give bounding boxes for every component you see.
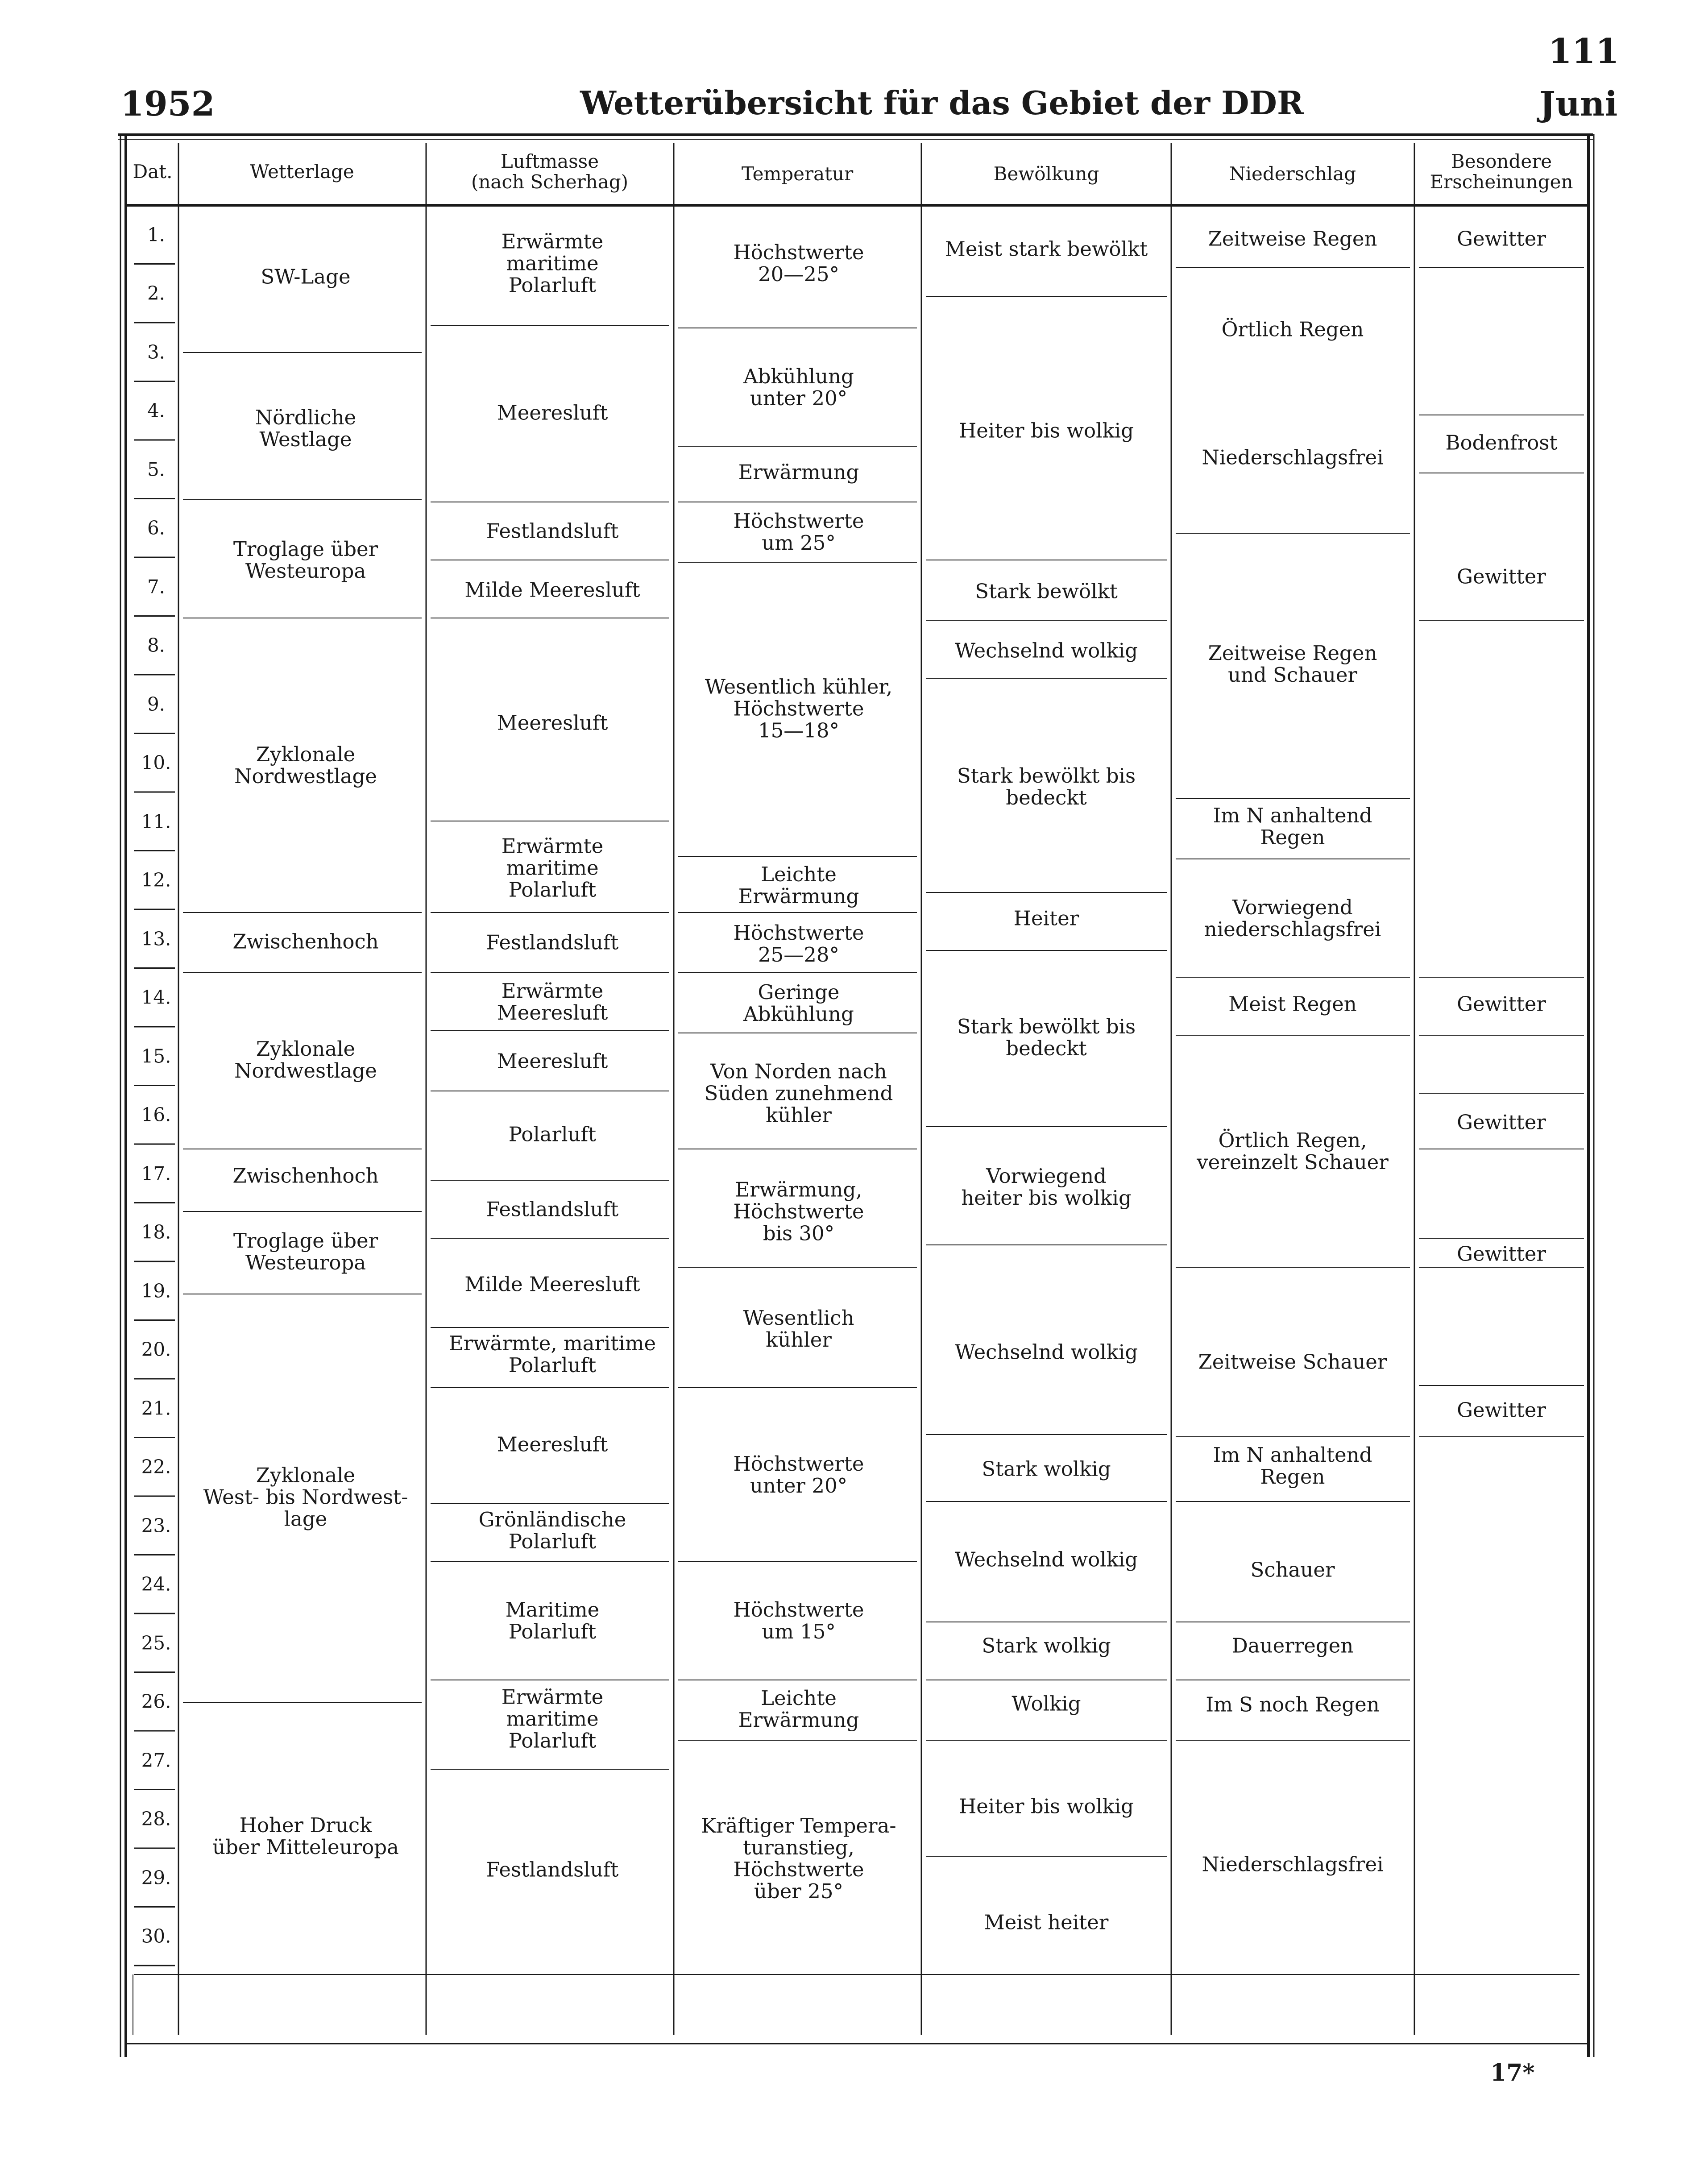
temperatur-cell: Höchstwerte um 15° [733,1598,864,1643]
date-cell: 30. [141,1925,171,1947]
besondere-cell: Bodenfrost [1445,431,1558,455]
date-cell: 23. [141,1514,171,1537]
date-cell: 12. [141,869,171,891]
niederschlag-cell: Zeitweise Regen und Schauer [1208,641,1377,687]
luftmasse-cell: Polarluft [508,1122,597,1146]
date-cell: 5. [147,458,166,481]
date-cell: 8. [147,634,166,656]
niederschlag-cell: Schauer [1250,1558,1335,1582]
date-cell: 27. [141,1749,171,1771]
page-number: 111 [1548,31,1619,71]
luftmasse-cell: Meeresluft [497,1049,608,1073]
wetterlage-cell: Troglage über Westeuropa [233,537,378,583]
date-cell: 28. [141,1808,171,1830]
date-cell: 25. [141,1632,171,1654]
niederschlag-cell: Meist Regen [1228,992,1357,1016]
besondere-cell: Gewitter [1457,992,1546,1016]
temperatur-cell: Wesentlich kühler, Höchstwerte 15—18° [705,675,893,742]
luftmasse-cell: Erwärmte maritime Polarluft [501,229,604,297]
temperatur-cell: Leichte Erwärmung [738,1686,859,1732]
header-wetterlage: Wetterlage [250,161,354,182]
year-label: 1952 [120,84,215,124]
date-cell: 19. [141,1280,171,1302]
date-cell: 7. [147,576,166,598]
wetterlage-cell: Troglage über Westeuropa [233,1229,378,1274]
header-luftmasse: Luftmasse (nach Scherhag) [471,150,629,193]
date-cell: 20. [141,1338,171,1360]
date-cell: 2. [147,282,166,304]
niederschlag-cell: Vorwiegend niederschlagsfrei [1204,896,1381,941]
wetterlage-cell: Nördliche Westlage [255,406,357,451]
niederschlag-cell: Zeitweise Regen [1208,227,1377,251]
date-cell: 22. [141,1456,171,1478]
date-cell: 29. [141,1866,171,1889]
date-cell: 15. [141,1045,171,1067]
bewoelkung-cell: Heiter bis wolkig [959,419,1134,443]
temperatur-cell: Leichte Erwärmung [738,863,859,908]
besondere-cell: Gewitter [1457,227,1546,251]
luftmasse-cell: Meeresluft [497,401,608,425]
date-cell: 1. [147,224,166,246]
date-cell: 26. [141,1690,171,1713]
luftmasse-cell: Erwärmte, maritime Polarluft [448,1331,656,1377]
niederschlag-cell: Zeitweise Schauer [1198,1350,1387,1374]
bewoelkung-cell: Wechselnd wolkig [954,639,1138,663]
bewoelkung-cell: Heiter bis wolkig [959,1794,1134,1818]
temperatur-cell: Höchstwerte um 25° [733,509,864,555]
temperatur-cell: Von Norden nach Süden zunehmend kühler [704,1059,893,1127]
niederschlag-cell: Niederschlagsfrei [1202,445,1384,469]
temperatur-cell: Geringe Abkühlung [743,980,854,1026]
luftmasse-cell: Festlandsluft [486,1197,619,1221]
luftmasse-cell: Meeresluft [497,711,608,735]
month-label: Juni [1539,84,1618,124]
bewoelkung-cell: Wolkig [1012,1692,1081,1716]
date-cell: 16. [141,1103,171,1126]
temperatur-cell: Höchstwerte 25—28° [733,921,864,966]
niederschlag-cell: Niederschlagsfrei [1202,1852,1384,1876]
wetterlage-cell: Zwischenhoch [232,929,379,954]
date-cell: 6. [147,517,166,539]
niederschlag-cell: Im N anhaltend Regen [1213,804,1372,849]
luftmasse-cell: Erwärmte Meeresluft [497,979,608,1024]
printer-signature: 17* [1490,2059,1535,2086]
date-cell: 18. [141,1221,171,1243]
niederschlag-cell: Örtlich Regen, vereinzelt Schauer [1197,1128,1389,1174]
wetterlage-cell: Zyklonale West- bis Nordwest- lage [203,1463,408,1531]
luftmasse-cell: Festlandsluft [486,519,619,543]
header-temperatur: Temperatur [741,163,854,185]
besondere-cell: Gewitter [1457,564,1546,589]
wetterlage-cell: Zyklonale Nordwestlage [234,742,377,788]
luftmasse-cell: Festlandsluft [486,1858,619,1882]
date-cell: 11. [141,810,171,833]
niederschlag-cell: Örtlich Regen [1221,317,1364,341]
bewoelkung-cell: Meist heiter [984,1910,1109,1934]
header-niederschlag: Niederschlag [1229,163,1356,185]
besondere-cell: Gewitter [1457,1110,1546,1134]
header-bewoelkung: Bewölkung [993,163,1099,185]
bewoelkung-cell: Vorwiegend heiter bis wolkig [961,1164,1132,1210]
date-cell: 14. [141,986,171,1008]
niederschlag-cell: Im S noch Regen [1206,1692,1380,1717]
temperatur-cell: Höchstwerte 20—25° [733,241,864,286]
luftmasse-cell: Erwärmte maritime Polarluft [501,1685,604,1753]
bewoelkung-cell: Stark wolkig [982,1634,1111,1658]
niederschlag-cell: Dauerregen [1231,1634,1354,1658]
luftmasse-cell: Milde Meeresluft [464,1272,640,1296]
wetterlage-cell: Hoher Druck über Mitteleuropa [212,1813,399,1859]
date-cell: 10. [141,751,171,774]
bewoelkung-cell: Wechselnd wolkig [954,1340,1138,1364]
header-besondere: Besondere Erscheinungen [1430,150,1573,193]
bewoelkung-cell: Stark bewölkt bis bedeckt [957,1015,1136,1060]
date-cell: 17. [141,1162,171,1185]
bewoelkung-cell: Stark bewölkt bis bedeckt [957,764,1136,809]
luftmasse-cell: Grönländische Polarluft [478,1508,626,1553]
temperatur-cell: Erwärmung, Höchstwerte bis 30° [733,1178,864,1245]
luftmasse-cell: Milde Meeresluft [464,578,640,602]
date-cell: 4. [147,399,166,422]
besondere-cell: Gewitter [1457,1242,1546,1266]
niederschlag-cell: Im N anhaltend Regen [1213,1443,1372,1489]
wetterlage-cell: Zyklonale Nordwestlage [234,1037,377,1082]
wetterlage-cell: SW-Lage [261,265,351,289]
bewoelkung-cell: Stark wolkig [982,1457,1111,1481]
temperatur-cell: Wesentlich kühler [743,1306,854,1352]
wetterlage-cell: Zwischenhoch [232,1164,379,1188]
luftmasse-cell: Festlandsluft [486,930,619,954]
header-dat: Dat. [133,161,173,182]
page-title: Wetterübersicht für das Gebiet der DDR [580,84,1304,122]
temperatur-cell: Höchstwerte unter 20° [733,1452,864,1497]
temperatur-cell: Kräftiger Tempera- turanstieg, Höchstwerte über 25° [701,1814,896,1903]
bewoelkung-cell: Stark bewölkt [975,579,1118,603]
bewoelkung-cell: Wechselnd wolkig [954,1547,1138,1572]
bewoelkung-cell: Heiter [1013,906,1079,930]
temperatur-cell: Abkühlung unter 20° [743,365,854,410]
date-cell: 3. [147,341,166,363]
date-cell: 13. [141,928,171,950]
date-cell: 24. [141,1573,171,1595]
luftmasse-cell: Erwärmte maritime Polarluft [501,834,604,902]
bewoelkung-cell: Meist stark bewölkt [945,237,1148,261]
temperatur-cell: Erwärmung [738,460,859,484]
luftmasse-cell: Maritime Polarluft [505,1598,600,1643]
besondere-cell: Gewitter [1457,1398,1546,1422]
luftmasse-cell: Meeresluft [497,1432,608,1456]
date-cell: 21. [141,1397,171,1419]
date-cell: 9. [147,693,166,715]
